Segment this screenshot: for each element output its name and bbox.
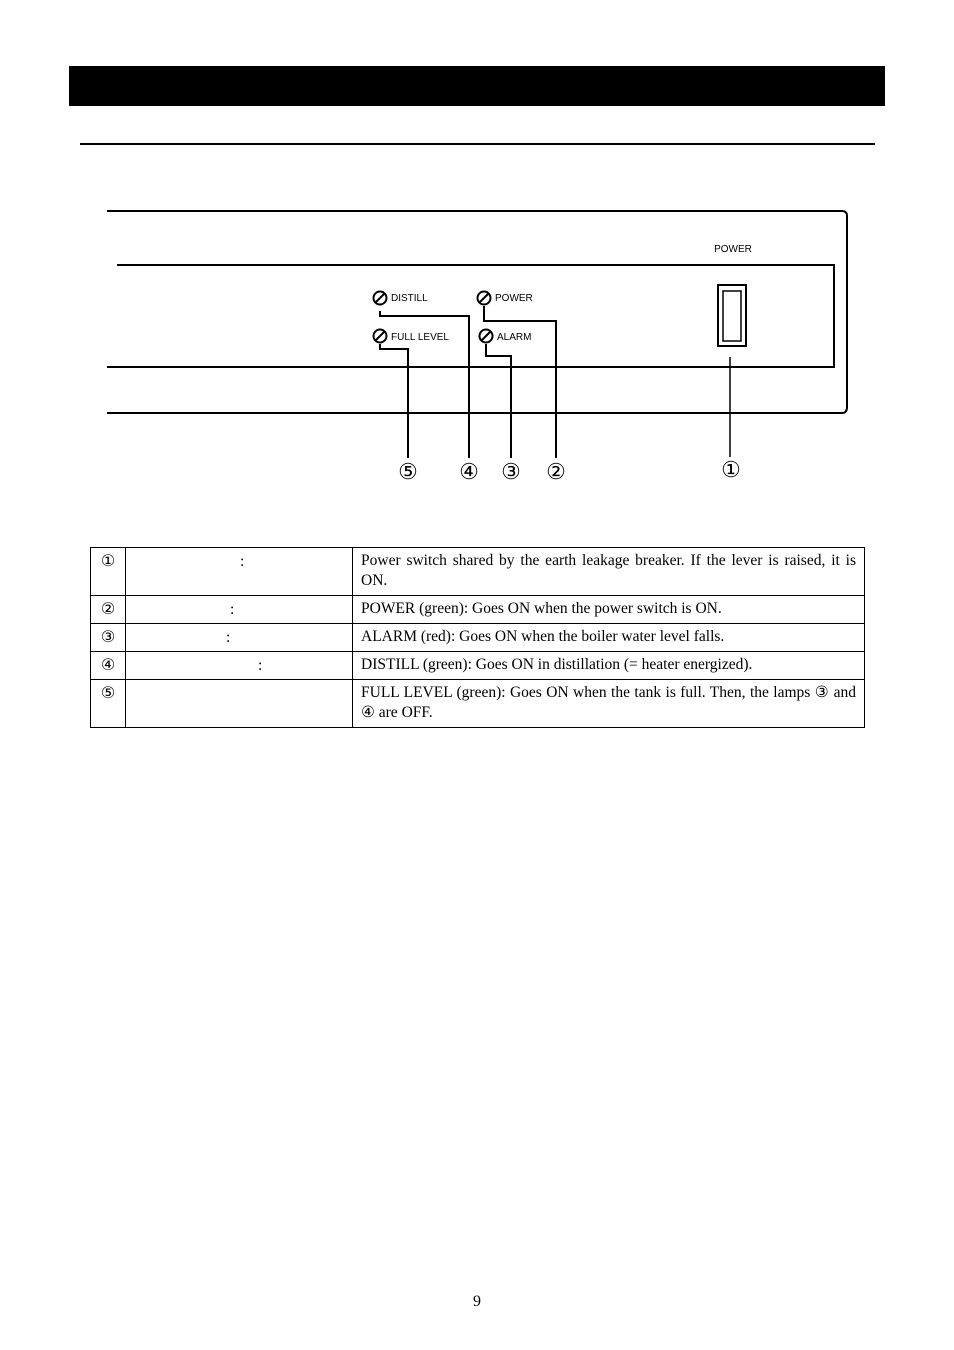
callout-4: ④ — [459, 459, 479, 484]
power-switch-label: POWER — [714, 244, 752, 255]
legend-description: FULL LEVEL (green): Goes ON when the tank is full. Then, the lamps ③ and ④ are OFF. — [353, 680, 865, 728]
legend-number: ④ — [91, 652, 126, 680]
legend-name-cell — [126, 652, 353, 680]
callout-2: ② — [546, 459, 566, 484]
legend-row — [91, 596, 865, 624]
leader-line-3 — [486, 344, 511, 458]
alarm-lamp-icon — [480, 330, 493, 343]
legend-colon: : — [226, 629, 231, 646]
legend-colon: : — [258, 657, 263, 674]
legend-row — [91, 652, 865, 680]
page-number: 9 — [473, 1293, 481, 1310]
leader-line-2 — [484, 306, 556, 458]
callout-3: ③ — [501, 459, 521, 484]
leader-lines — [380, 306, 730, 458]
full-level-label: FULL LEVEL — [391, 332, 449, 343]
power-lamp-label: POWER — [495, 293, 533, 304]
legend-description: ALARM (red): Goes ON when the boiler water level falls. — [353, 624, 865, 652]
alarm-label: ALARM — [497, 332, 532, 343]
legend-number: ② — [91, 596, 126, 624]
power-switch — [718, 285, 746, 346]
callout-5: ⑤ — [398, 459, 418, 484]
control-panel-diagram — [0, 0, 954, 520]
legend-description: DISTILL (green): Goes ON in distillation (= heater energized). — [353, 652, 865, 680]
distill-lamp-icon — [374, 292, 387, 305]
callout-1: ① — [721, 457, 741, 482]
legend-description: Power switch shared by the earth leakage breaker. If the lever is raised, it is ON. — [353, 548, 865, 596]
legend-name-cell — [126, 596, 353, 624]
legend-row — [91, 624, 865, 652]
leader-line-5 — [380, 344, 408, 458]
legend-number: ③ — [91, 624, 126, 652]
legend-name-cell — [126, 548, 353, 596]
legend-name-cell — [126, 680, 353, 728]
legend-table — [90, 547, 865, 728]
power-lamp-icon — [478, 292, 491, 305]
legend-colon: : — [230, 601, 235, 618]
full-level-lamp-icon — [374, 330, 387, 343]
distill-label: DISTILL — [391, 293, 428, 304]
legend-number: ⑤ — [91, 680, 126, 728]
legend-name-cell — [126, 624, 353, 652]
legend-colon: : — [240, 553, 245, 570]
legend-number: ① — [91, 548, 126, 596]
legend-description: POWER (green): Goes ON when the power switch is ON. — [353, 596, 865, 624]
legend-row — [91, 680, 865, 728]
legend-row — [91, 548, 865, 596]
